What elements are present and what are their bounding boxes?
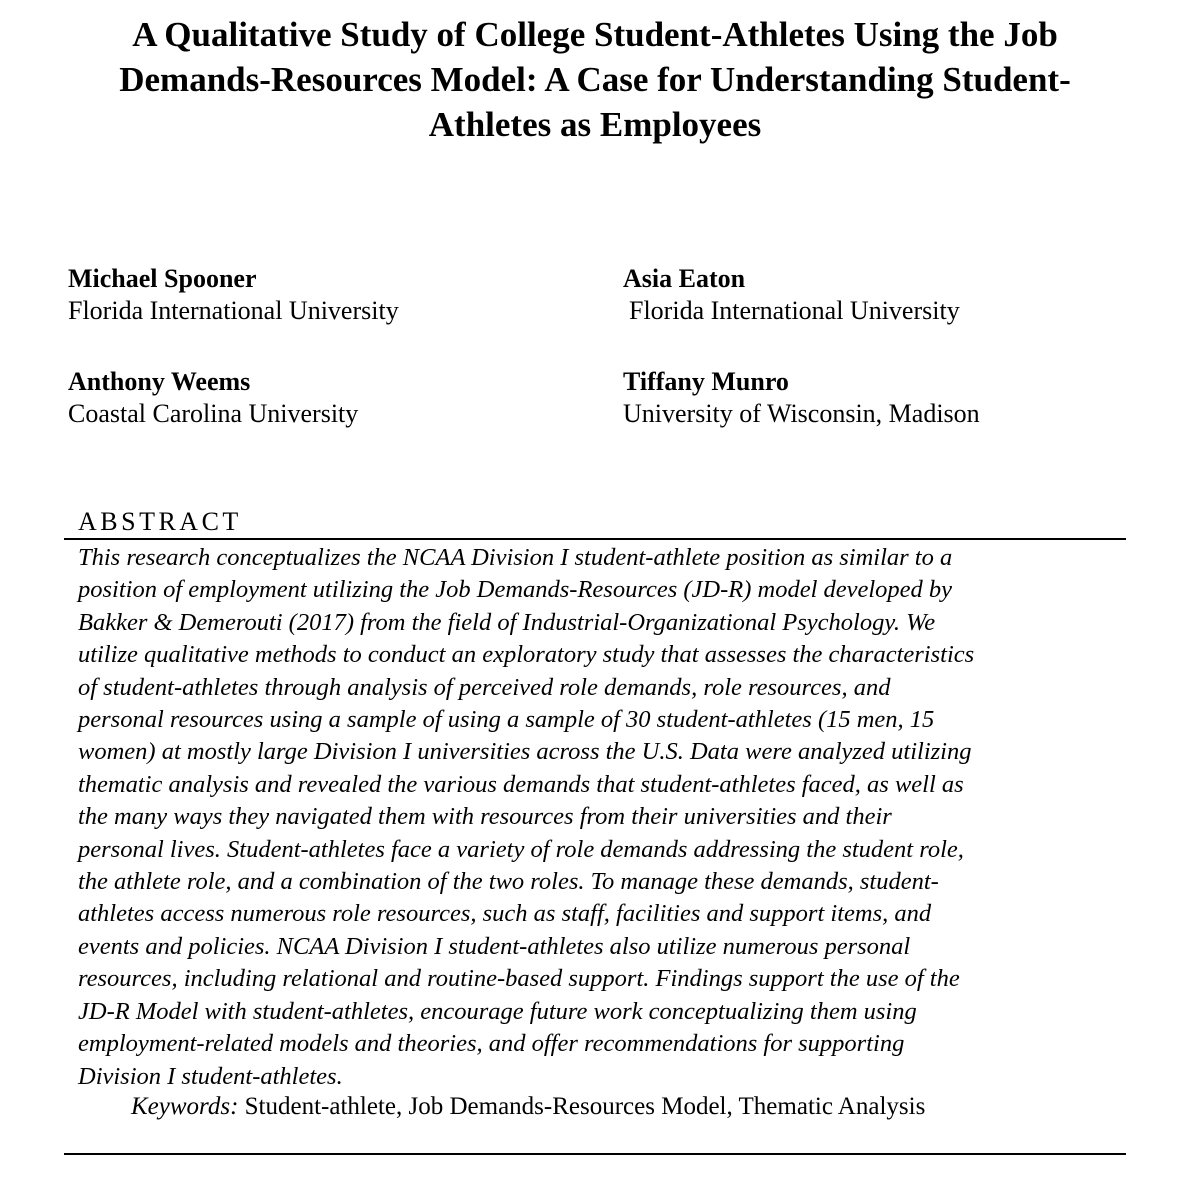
abstract-line: Division I student-athletes.	[78, 1062, 343, 1090]
keywords-text: Student-athlete, Job Demands-Resources Model, Thematic Analysis	[238, 1093, 926, 1120]
author-name: Asia Eaton	[623, 264, 746, 293]
author-affiliation: Florida International University	[629, 296, 960, 325]
keywords-label: Keywords:	[131, 1093, 239, 1120]
abstract-line: events and policies. NCAA Division I student-athletes also utilize numerous personal	[78, 932, 911, 960]
abstract-line: resources, including relational and routine-based support. Findings support the use of the	[78, 965, 960, 993]
author-name: Michael Spooner	[68, 264, 257, 293]
abstract-line: personal resources using a sample of using a sample of 30 student-athletes (15 men, 15	[78, 706, 935, 734]
abstract-line: thematic analysis and revealed the various demands that student-athletes faced, as well as	[78, 770, 964, 798]
author-block	[623, 366, 980, 430]
title-line: Athletes as Employees	[428, 105, 762, 144]
keywords	[131, 1091, 925, 1123]
title-line: Demands-Resources Model: A Case for Understanding Student-	[119, 60, 1071, 99]
abstract-line: This research conceptualizes the NCAA Division I student-athlete position as similar to a	[78, 544, 953, 571]
author-block	[623, 263, 960, 327]
abstract-line: position of employment utilizing the Job Demands-Resources (JD-R) model developed by	[78, 576, 953, 604]
abstract-line: utilize qualitative methods to conduct an exploratory study that assesses the characteristics	[78, 641, 975, 669]
author-block	[68, 263, 399, 327]
abstract-heading: ABSTRACT	[78, 507, 242, 536]
author-affiliation: Coastal Carolina University	[68, 399, 359, 428]
abstract-top-rule	[64, 538, 1126, 540]
abstract-line: the athlete role, and a combination of the two roles. To manage these demands, student-	[78, 868, 939, 896]
abstract-line: employment-related models and theories, and offer recommendations for supporting	[78, 1030, 905, 1058]
paper-title	[20, 12, 1170, 147]
author-name: Tiffany Munro	[623, 367, 789, 396]
abstract-bottom-rule	[64, 1153, 1126, 1155]
author-name: Anthony Weems	[68, 367, 251, 396]
abstract-line: JD-R Model with student-athletes, encourage future work conceptualizing them using	[78, 997, 917, 1025]
author-affiliation: Florida International University	[68, 296, 399, 325]
title-line: A Qualitative Study of College Student-Athletes Using the Job	[132, 15, 1058, 54]
abstract-line: the many ways they navigated them with resources from their universities and their	[78, 803, 892, 831]
abstract-line: personal lives. Student-athletes face a variety of role demands addressing the student role,	[78, 835, 964, 863]
abstract-line: of student-athletes through analysis of perceived role demands, role resources, and	[78, 673, 891, 701]
abstract-line: women) at mostly large Division I universities across the U.S. Data were analyzed utilizing	[78, 738, 972, 766]
abstract-line: athletes access numerous role resources, such as staff, facilities and support items, and	[78, 900, 932, 928]
abstract-body	[78, 542, 1138, 1093]
author-block	[68, 366, 358, 430]
author-affiliation: University of Wisconsin, Madison	[623, 399, 980, 428]
abstract-line: Bakker & Demerouti (2017) from the field of Industrial-Organizational Psychology. We	[78, 608, 936, 636]
